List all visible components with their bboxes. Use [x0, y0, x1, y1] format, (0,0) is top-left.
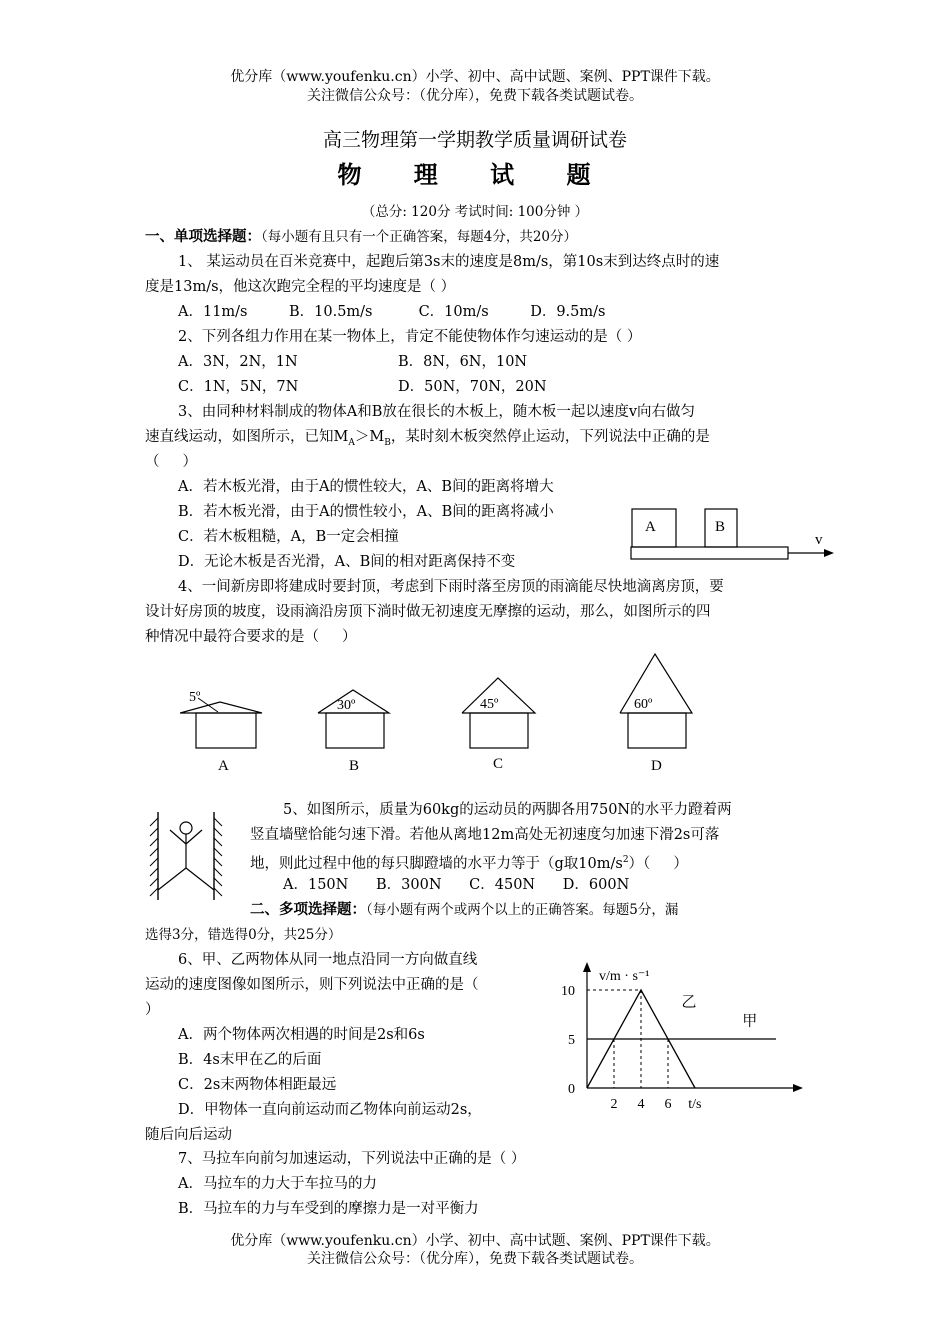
house-b-label: B	[349, 758, 360, 774]
q3-option-c: C．若木板粗糙，A，B一定会相撞	[178, 529, 399, 545]
section1-heading: 一、单项选择题：	[145, 228, 261, 245]
x-axis-label: t/s	[688, 1097, 702, 1112]
section2-header	[250, 900, 678, 920]
q6-line-2: 运动的速度图像如图所示，则下列说法中正确的是（	[145, 977, 479, 993]
q5-line-3a: 地，则此过程中他的每只脚蹬墙的水平力等于（g取10m/s	[250, 855, 623, 872]
q1-line-1: 1、 某运动员在百米竞赛中，起跑后第3s末的速度是8m/s，第10s末到达终点时的速	[178, 254, 720, 270]
house-c-angle: 45º	[480, 697, 499, 712]
q1-options: A．11m/s B．10.5m/s C．10m/s D．9.5m/s	[178, 304, 606, 320]
q2-line-1: 2、下列各组力作用在某一物体上，肯定不能使物体作匀速运动的是（ ）	[178, 329, 642, 345]
q3-board-figure	[628, 505, 838, 565]
q3-line-2a: 速直线运动，如图所示，已知M	[145, 429, 349, 445]
q4-houses-figure	[180, 650, 700, 780]
q6-line-3: ）	[145, 1002, 160, 1018]
series-jia-label: 甲	[742, 1013, 758, 1030]
q7-option-a: A．马拉车的力大于车拉马的力	[178, 1176, 377, 1192]
house-c	[462, 678, 535, 772]
section1-note: （每小题有且只有一个正确答案，每题4分，共20分）	[261, 229, 578, 245]
y-tick-label-0: 0	[568, 1082, 575, 1097]
section2-heading: 二、多项选择题：	[250, 901, 366, 918]
q6-line-1: 6、甲、乙两物体从同一地点沿同一方向做直线	[178, 952, 478, 968]
velocity-time-chart	[555, 960, 810, 1115]
q5-options: A．150N B．300N C．450N D．600N	[283, 877, 630, 893]
q3-option-a: A．若木板光滑，由于A的惯性较大，A、B间的距离将增大	[178, 479, 554, 495]
house-a-angle: 5º	[189, 690, 201, 705]
house-d-angle: 60º	[634, 697, 653, 712]
q6-option-a: A．两个物体两次相遇的时间是2s和6s	[178, 1027, 425, 1043]
y-axis-label: v/m · s⁻¹	[599, 969, 650, 984]
x-tick-label-6: 6	[664, 1097, 672, 1112]
exam-info: （总分: 120分 考试时间: 100分钟 ）	[361, 204, 589, 220]
house-d	[620, 654, 692, 774]
q2-option-c: C．1N，5N，7N	[178, 379, 299, 395]
x-tick-label-4: 4	[637, 1097, 645, 1112]
q6-option-d: D．甲物体一直向前运动而乙物体向前运动2s，	[178, 1102, 482, 1118]
exam-subtitle: 物 理 试 题	[337, 160, 613, 189]
header-line-1: 优分库（www.youfenku.cn）小学、初中、高中试题、案例、PPT课件下载。	[230, 69, 720, 85]
footer-line-2: 关注微信公众号：（优分库），免费下载各类试题试卷。	[307, 1251, 643, 1267]
q3-sub-a: A	[348, 437, 355, 448]
q3-line-1: 3、由同种材料制成的物体A和B放在很长的木板上，随木板一起以速度v向右做匀	[178, 404, 696, 420]
q6-option-d-cont: 随后向后运动	[145, 1127, 232, 1143]
section2-note-2: 选得3分，错选得0分，共25分）	[145, 927, 342, 943]
q2-option-b: B．8N，6N，10N	[398, 354, 528, 370]
q3-option-d: D．无论木板是否光滑，A、B间的相对距离保持不变	[178, 554, 516, 570]
q3-line-2	[145, 427, 710, 453]
house-d-label: D	[651, 758, 662, 774]
q7-line-1: 7、马拉车向前匀加速运动，下列说法中正确的是（ ）	[178, 1151, 526, 1167]
exam-title: 高三物理第一学期教学质量调研试卷	[322, 129, 627, 151]
section2-note: （每小题有两个或两个以上的正确答案。每题5分，漏	[366, 902, 679, 918]
section1-header	[145, 227, 577, 247]
x-tick-label-2: 2	[610, 1097, 618, 1112]
house-b	[318, 690, 389, 774]
q5-line-1: 5、如图所示，质量为60kg的运动员的两脚各用750N的水平力蹬着两	[283, 802, 732, 818]
q5-line-3b: ）（ ）	[628, 855, 688, 872]
house-a	[180, 690, 262, 774]
q5-line-2: 竖直墙壁恰能匀速下滑。若他从离地12m高处无初速度匀加速下滑2s可落	[250, 827, 720, 843]
q3-option-b: B．若木板光滑，由于A的惯性较小，A、B间的距离将减小	[178, 504, 554, 520]
q6-option-b: B．4s末甲在乙的后面	[178, 1052, 322, 1068]
q3-sub-b: B	[384, 437, 391, 448]
q4-line-1: 4、一间新房即将建成时要封顶，考虑到下雨时落至房顶的雨滴能尽快地滴离房顶，要	[178, 579, 724, 595]
q1-line-2: 度是13m/s，他这次跑完全程的平均速度是（ ）	[145, 279, 456, 295]
q5-person-figure	[148, 810, 233, 905]
q2-option-d: D．50N，70N，20N	[398, 379, 547, 395]
block-a-label: A	[645, 519, 656, 535]
q5-line-3	[250, 850, 688, 874]
q6-option-c: C．2s末两物体相距最远	[178, 1077, 337, 1093]
q5-sup: 2	[622, 855, 629, 865]
house-b-angle: 30º	[337, 698, 356, 713]
house-c-label: C	[493, 756, 504, 772]
block-b-label: B	[715, 519, 726, 535]
stick-person	[158, 822, 214, 890]
y-tick-label-5: 5	[568, 1033, 575, 1048]
footer-line-1: 优分库（www.youfenku.cn）小学、初中、高中试题、案例、PPT课件下载。	[230, 1233, 720, 1249]
velocity-arrowhead	[824, 549, 834, 557]
q2-option-a: A．3N，2N，1N	[178, 354, 298, 370]
header-line-2: 关注微信公众号：（优分库），免费下载各类试题试卷。	[307, 88, 643, 104]
y-axis-arrowhead	[583, 962, 591, 972]
series-yi-label: 乙	[681, 994, 697, 1011]
left-wall-hatch	[150, 818, 158, 896]
q3-gt: ＞M	[354, 429, 385, 445]
velocity-label: v	[815, 532, 823, 548]
y-tick-label-10: 10	[561, 984, 575, 999]
q7-option-b: B．马拉车的力与车受到的摩擦力是一对平衡力	[178, 1201, 479, 1217]
wood-board	[631, 547, 788, 559]
x-axis-arrowhead	[793, 1084, 803, 1092]
house-a-label: A	[218, 758, 229, 774]
q3-line-2b: ，某时刻木板突然停止运动，下列说法中正确的是	[390, 429, 710, 445]
right-wall-hatch	[214, 818, 222, 896]
q3-line-3: （ ）	[145, 454, 198, 470]
q4-line-2: 设计好房顶的坡度，设雨滴沿房顶下淌时做无初速度无摩擦的运动，那么，如图所示的四	[145, 604, 711, 620]
q4-line-3: 种情况中最符合要求的是（ ）	[145, 629, 357, 645]
